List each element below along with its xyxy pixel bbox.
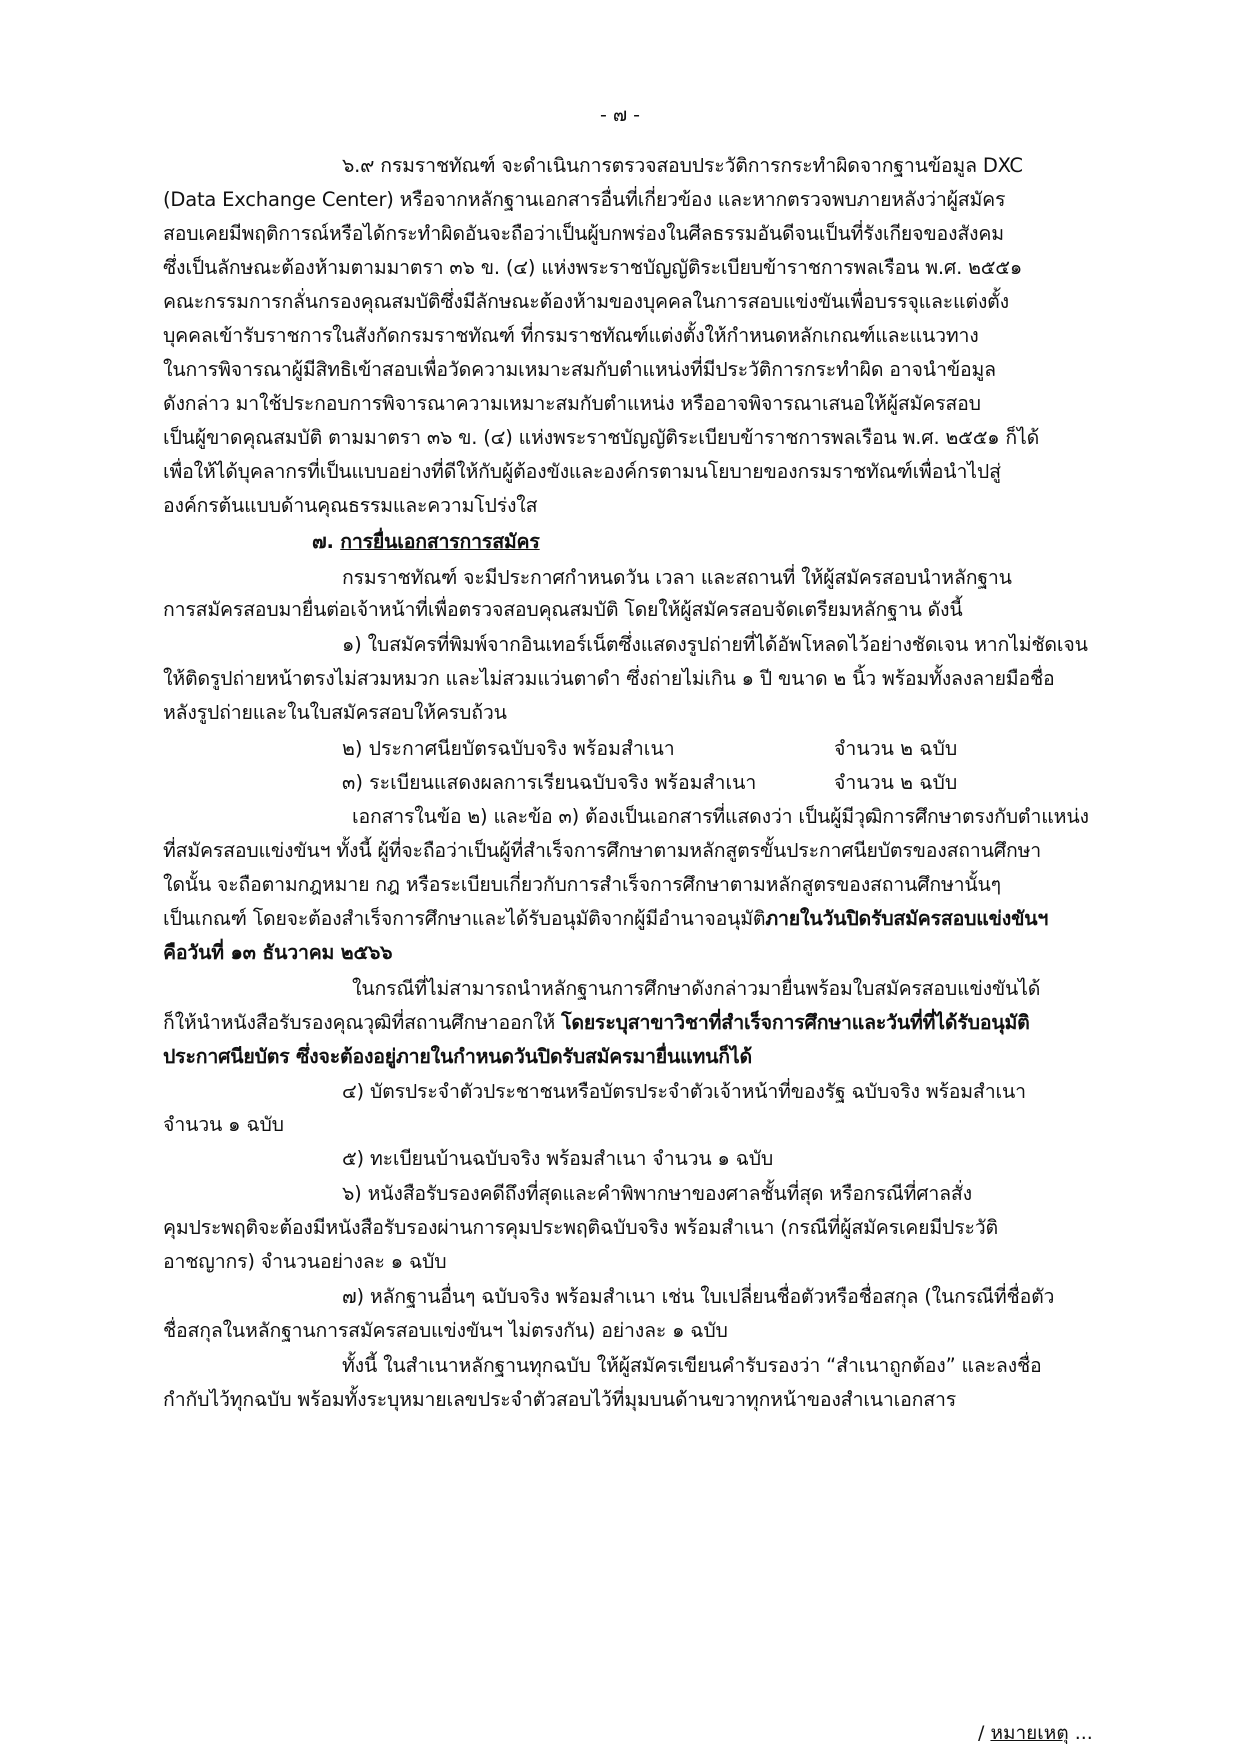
docs-note-deadline-date: คือวันที่ ๑๓ ธันวาคม ๒๕๖๖ [163,941,393,964]
item-3-text: ๓) ระเบียนแสดงผลการเรียนฉบับจริง พร้อมสำเนา [342,771,757,794]
section-7-intro-line-1: กรมราชทัณฑ์ จะมีประกาศกำหนดวัน เวลา และสถานที่ ให้ผู้สมัครสอบนำหลักฐาน [342,566,1012,589]
case-note-line-2 [163,1009,1103,1037]
section-6-9-line-4: ซึ่งเป็นลักษณะต้องห้ามตามมาตรา ๓๖ ข. (๔) แห่งพระราชบัญญัติระเบียบข้าราชการพลเรือน พ.ศ. ๒๕๕๑ [163,256,1023,279]
section-7-heading [312,528,540,556]
item-6-line-2: คุมประพฤติจะต้องมีหนังสือรับรองผ่านการคุมประพฤติฉบับจริง พร้อมสำเนา (กรณีที่ผู้สมัครเคยมีประวัติ [163,1216,998,1239]
docs-note-line-4-text: เป็นเกณฑ์ โดยจะต้องสำเร็จการศึกษาและได้รับอนุมัติจากผู้มีอำนาจอนุมัติ [163,907,766,930]
item-6-line-1: ๖) หนังสือรับรองคดีถึงที่สุดและคำพิพากษาของศาลชั้นที่สุด หรือกรณีที่ศาลสั่ง [342,1182,972,1205]
item-5-line: ๕) ทะเบียนบ้านฉบับจริง พร้อมสำเนา จำนวน ๑ ฉบับ [342,1147,774,1170]
item-6-line-3: อาชญากร) จำนวนอย่างละ ๑ ฉบับ [163,1250,447,1273]
section-6-9-line-11: องค์กรต้นแบบด้านคุณธรรมและความโปร่งใส [163,494,538,517]
case-note-line-3: ประกาศนียบัตร ซึ่งจะต้องอยู่ภายในกำหนดวันปิดรับสมัครมายื่นแทนก็ได้ [163,1045,752,1068]
item-2-text: ๒) ประกาศนียบัตรฉบับจริง พร้อมสำเนา [342,737,675,760]
case-note-line-2-text: ก็ให้นำหนังสือรับรองคุณวุฒิที่สถานศึกษาออกให้ [163,1011,562,1034]
continuation-slash: / [978,1722,991,1744]
item-4-line-2: จำนวน ๑ ฉบับ [163,1113,284,1136]
item-7-line-1: ๗) หลักฐานอื่นๆ ฉบับจริง พร้อมสำเนา เช่น ใบเปลี่ยนชื่อตัวหรือชื่อสกุล (ในกรณีที่ชื่อตัว [342,1285,1055,1308]
certify-note-line-1: ทั้งนี้ ในสำเนาหลักฐานทุกฉบับ ให้ผู้สมัครเขียนคำรับรองว่า “สำเนาถูกต้อง” และลงชื่อ [342,1354,1042,1377]
continuation-marker [978,1718,1093,1748]
docs-note-line-2: ที่สมัครสอบแข่งขันฯ ทั้งนี้ ผู้ที่จะถือว่าเป็นผู้ที่สำเร็จการศึกษาตามหลักสูตรขั้นประกาศนียบัตรของสถานศึกษา [163,839,1041,862]
page-number: - ๗ - [599,104,641,126]
item-2-qty: จำนวน ๒ ฉบับ [834,737,958,760]
section-6-9-line-6: บุคคลเข้ารับราชการในสังกัดกรมราชทัณฑ์ ที่กรมราชทัณฑ์แต่งตั้งให้กำหนดหลักเกณฑ์และแนวทาง [163,324,979,347]
certify-note-line-2: กำกับไว้ทุกฉบับ พร้อมทั้งระบุหมายเลขประจำตัวสอบไว้ที่มุมบนด้านขวาทุกหน้าของสำเนาเอกสาร [163,1388,956,1411]
continuation-ellipsis: ... [1068,1722,1093,1744]
section-6-9-line-3: สอบเคยมีพฤติการณ์หรือได้กระทำผิดอันจะถือว่าเป็นผู้บกพร่องในศีลธรรมอันดีจนเป็นที่รังเกียจของสังคม [163,222,1004,245]
section-6-9-line-2: (Data Exchange Center) หรือจากหลักฐานเอกสารอื่นที่เกี่ยวข้อง และหากตรวจพบภายหลังว่าผู้สมัคร [163,188,1006,211]
item-2-row [342,735,1062,763]
item-1-line-2: ให้ติดรูปถ่ายหน้าตรงไม่สวมหมวก และไม่สวมแว่นตาดำ ซึ่งถ่ายไม่เกิน ๑ ปี ขนาด ๒ นิ้ว พร้อมทั้งลงลายมือชื่อ [163,667,1055,690]
item-7-line-2: ชื่อสกุลในหลักฐานการสมัครสอบแข่งขันฯ ไม่ตรงกัน) อย่างละ ๑ ฉบับ [163,1319,728,1342]
docs-note-line-4 [163,905,1103,933]
docs-note-line-1: เอกสารในข้อ ๒) และข้อ ๓) ต้องเป็นเอกสารที่แสดงว่า เป็นผู้มีวุฒิการศึกษาตรงกับตำแหน่ง [352,805,1089,828]
section-6-9-line-8: ดังกล่าว มาใช้ประกอบการพิจารณาความเหมาะสมกับตำแหน่ง หรืออาจพิจารณาเสนอให้ผู้สมัครสอบ [163,392,981,415]
section-6-9-line-7: ในการพิจารณาผู้มีสิทธิเข้าสอบเพื่อวัดความเหมาะสมกับตำแหน่งที่มีประวัติการกระทำผิด อาจนำข้อมูล [163,358,996,381]
case-note-emphasis: โดยระบุสาขาวิชาที่สำเร็จการศึกษาและวันที่ที่ได้รับอนุมัติ [561,1011,1030,1034]
case-note-line-1: ในกรณีที่ไม่สามารถนำหลักฐานการศึกษาดังกล่าวมายื่นพร้อมใบสมัครสอบแข่งขันได้ [352,977,1041,1000]
section-6-9-line-1: ๖.๙ กรมราชทัณฑ์ จะดำเนินการตรวจสอบประวัติการกระทำผิดจากฐานข้อมูล DXC [342,154,1023,177]
section-7-intro-line-2: การสมัครสอบมายื่นต่อเจ้าหน้าที่เพื่อตรวจสอบคุณสมบัติ โดยให้ผู้สมัครสอบจัดเตรียมหลักฐาน ดังนี้ [163,598,963,621]
section-6-9-line-5: คณะกรรมการกลั่นกรองคุณสมบัติซึ่งมีลักษณะต้องห้ามของบุคคลในการสอบแข่งขันเพื่อบรรจุและแต่งตั้ง [163,290,1009,313]
section-6-9-line-10: เพื่อให้ได้บุคลากรที่เป็นแบบอย่างที่ดีให้กับผู้ต้องขังและองค์กรตามนโยบายของกรมราชทัณฑ์เพื่อนำไปสู่ [163,460,1001,483]
item-1-line-1: ๑) ใบสมัครที่พิมพ์จากอินเทอร์เน็ตซึ่งแสดงรูปถ่ายที่ได้อัพโหลดไว้อย่างชัดเจน หากไม่ชัดเจน [342,633,1088,656]
docs-note-deadline-emphasis: ภายในวันปิดรับสมัครสอบแข่งขันฯ [765,907,1049,930]
item-4-line-1: ๔) บัตรประจำตัวประชาชนหรือบัตรประจำตัวเจ้าหน้าที่ของรัฐ ฉบับจริง พร้อมสำเนา [342,1080,1026,1103]
item-3-row [342,769,1062,797]
item-3-qty: จำนวน ๒ ฉบับ [834,771,958,794]
section-6-9-line-9: เป็นผู้ขาดคุณสมบัติ ตามมาตรา ๓๖ ข. (๔) แห่งพระราชบัญญัติระเบียบข้าราชการพลเรือน พ.ศ. ๒๕๕๑ ก็ได้ [163,426,1040,449]
section-7-title: การยื่นเอกสารการสมัคร [340,530,540,553]
item-1-line-3: หลังรูปถ่ายและในใบสมัครสอบให้ครบถ้วน [163,701,507,724]
section-7-number: ๗. [312,530,341,553]
docs-note-line-3: ใดนั้น จะถือตามกฎหมาย กฎ หรือระเบียบเกี่ยวกับการสำเร็จการศึกษาตามหลักสูตรของสถานศึกษานั้นๆ [163,873,1001,896]
continuation-label: หมายเหตุ [990,1722,1069,1744]
